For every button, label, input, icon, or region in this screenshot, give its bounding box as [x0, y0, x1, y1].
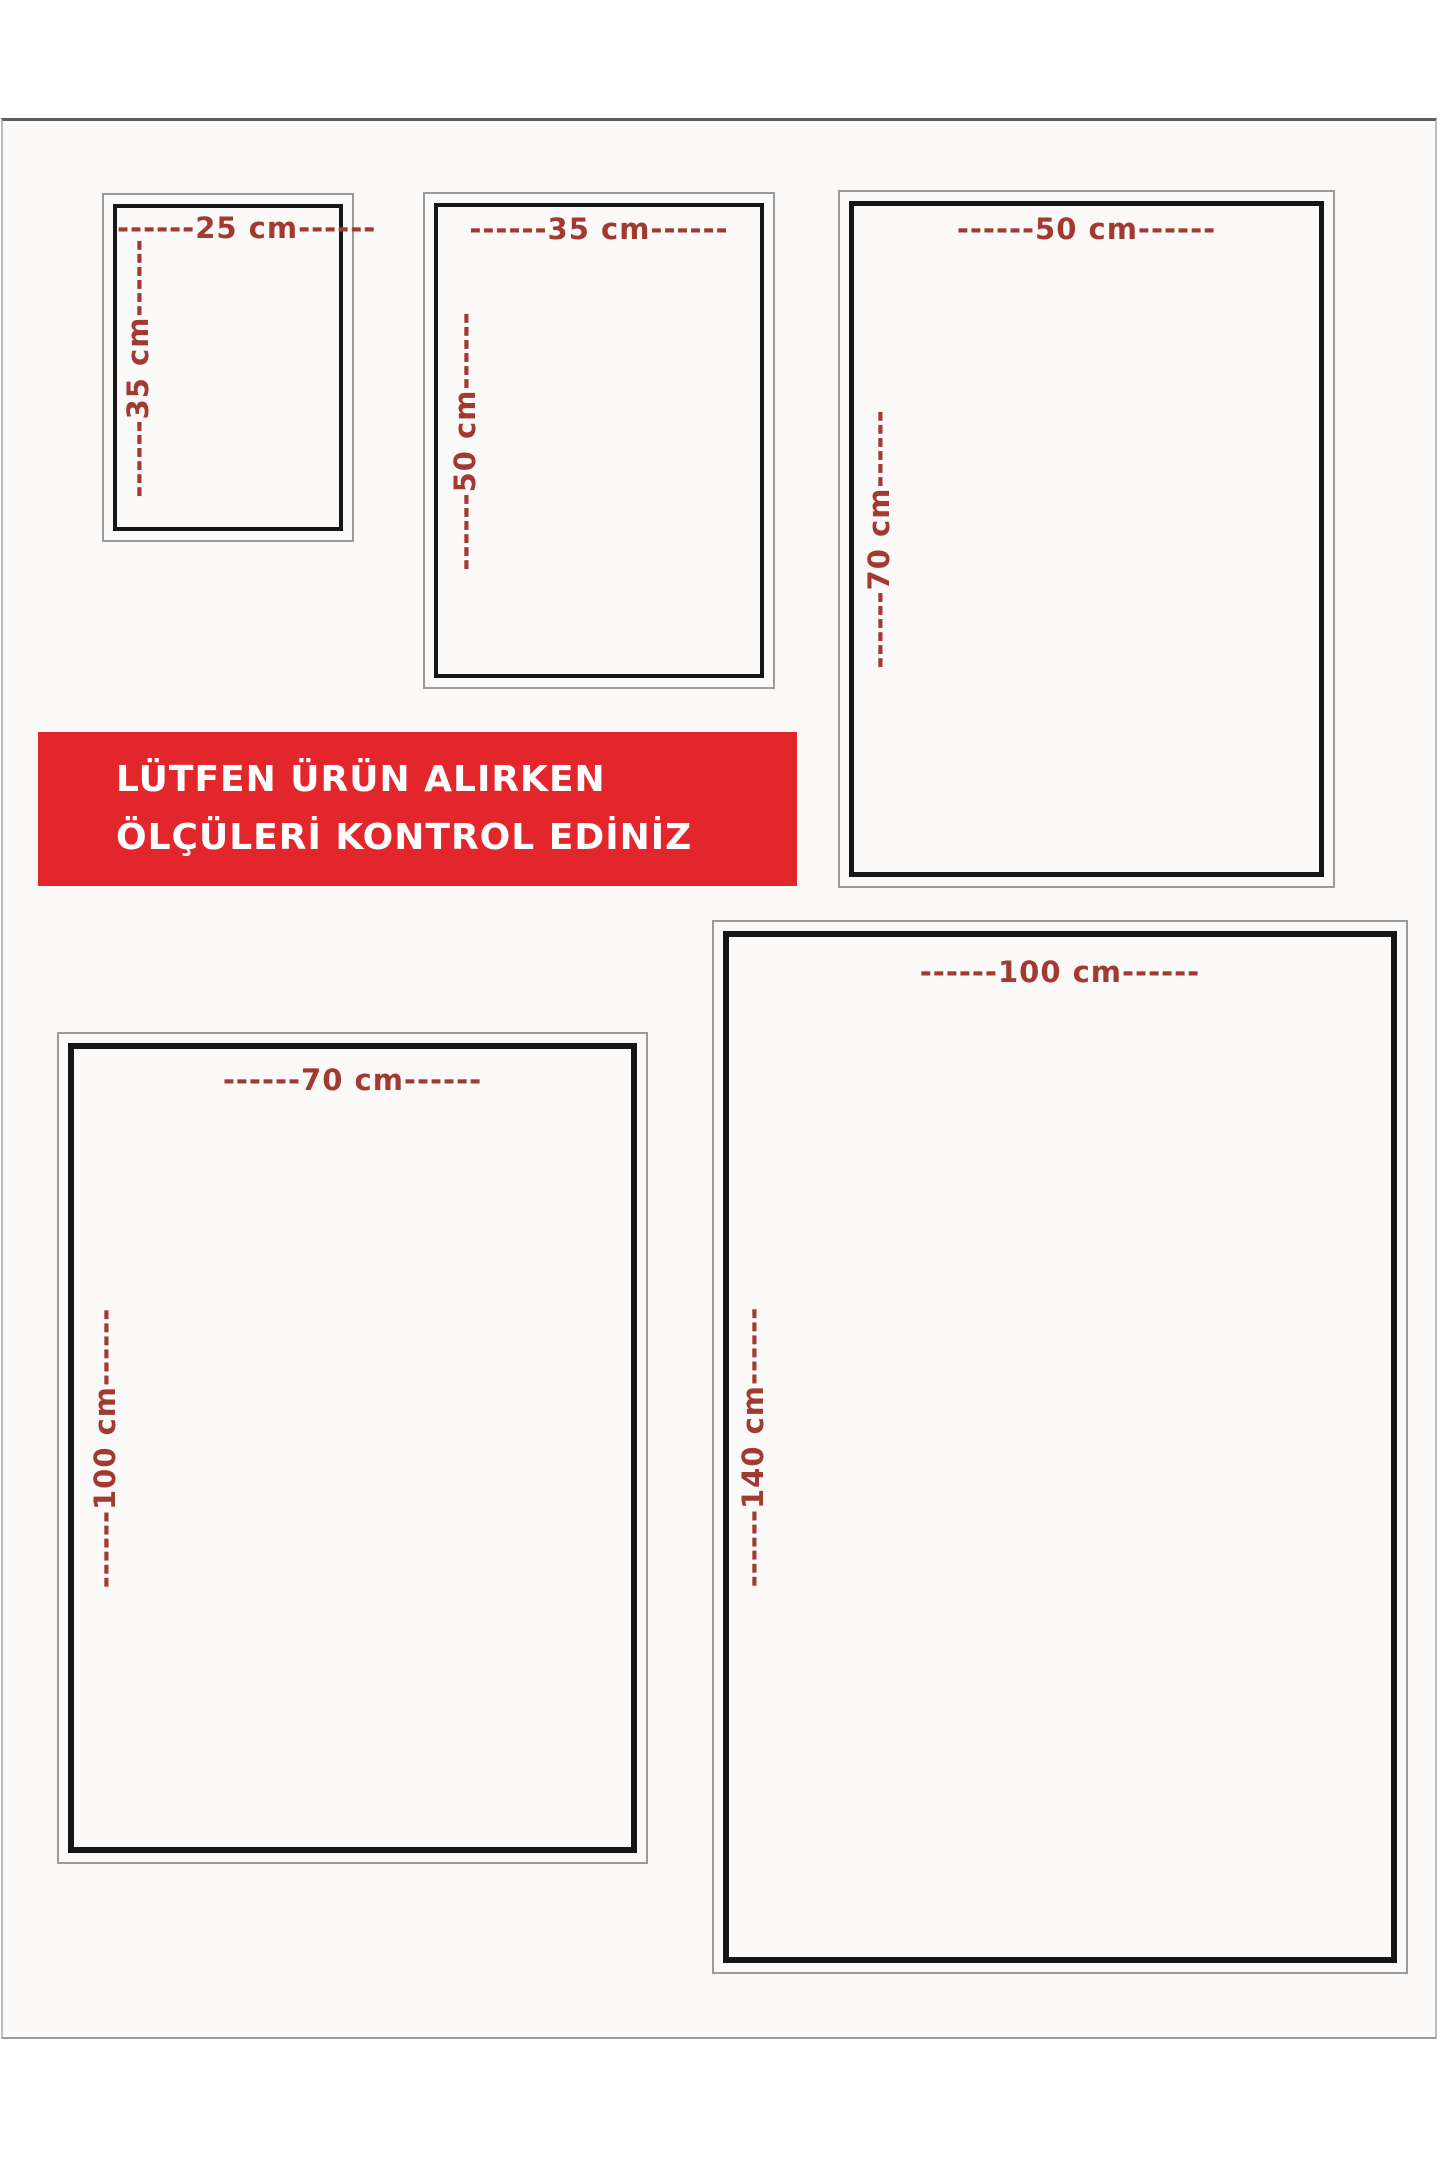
height-dimension-label: ------140 cm------: [736, 1306, 770, 1588]
size-box-25x35-frame: [113, 204, 377, 531]
height-dimension-label: ------50 cm------: [448, 310, 482, 571]
notice-banner: [38, 732, 797, 886]
size-box-35x50-frame: [434, 203, 764, 678]
size-box-35x50: [423, 192, 775, 689]
height-dimension-label: ------100 cm------: [88, 1307, 122, 1589]
width-dimension-label: ------50 cm------: [956, 212, 1217, 246]
size-box-50x70-frame: [849, 201, 1324, 877]
height-dimension-label: ------35 cm------: [121, 237, 155, 498]
width-dimension-label: ------35 cm------: [469, 212, 729, 246]
notice-banner-line1: LÜTFEN ÜRÜN ALIRKEN: [116, 759, 606, 800]
width-dimension-label: ------100 cm------: [919, 955, 1201, 989]
width-dimension-label: ------25 cm------: [117, 211, 377, 245]
size-box-100x140: [712, 920, 1408, 1974]
size-box-50x70: [838, 190, 1335, 888]
width-dimension-label: ------70 cm------: [222, 1063, 483, 1097]
size-box-25x35: [102, 193, 377, 542]
size-box-70x100-frame: [68, 1043, 637, 1853]
size-box-100x140-frame: [723, 931, 1397, 1963]
notice-banner-line2: ÖLÇÜLERİ KONTROL EDİNİZ: [116, 817, 693, 858]
height-dimension-label: ------70 cm------: [862, 409, 896, 669]
size-box-70x100: [57, 1032, 648, 1864]
